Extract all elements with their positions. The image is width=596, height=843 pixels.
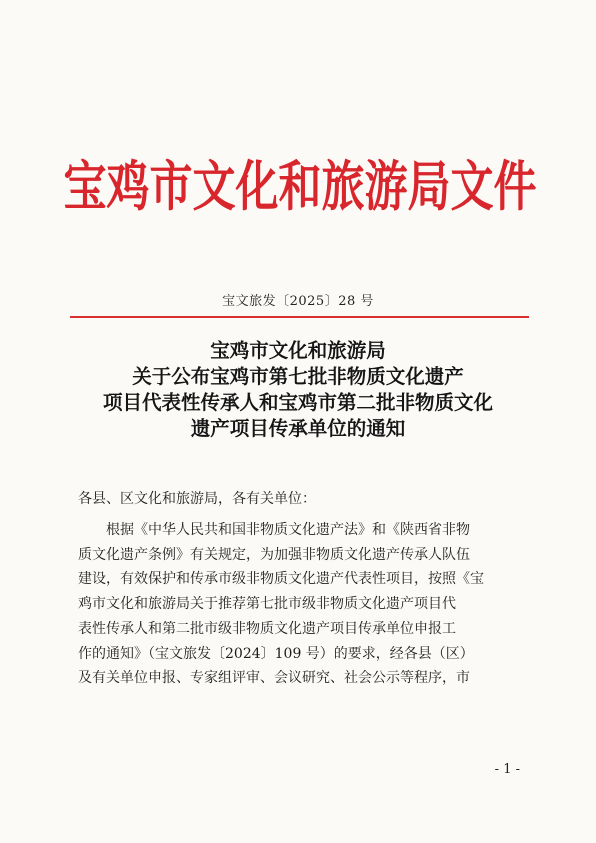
body-line: 建设，有效保护和传承市级非物质文化遗产代表性项目，按照《宝: [78, 571, 484, 588]
salutation: 各县、区文化和旅游局，各有关单位：: [78, 491, 316, 507]
red-divider-line: [70, 316, 529, 318]
page-number: - 1 -: [494, 762, 520, 777]
body-line: 根据《中华人民共和国非物质文化遗产法》和《陕西省非物: [106, 522, 470, 538]
document-masthead: 宝鸡市文化和旅游局文件: [63, 156, 537, 219]
title-line: 项目代表性传承人和宝鸡市第二批非物质文化: [102, 391, 493, 414]
body-line: 及有关单位申报、专家组评审、会议研究、社会公示等程序，市: [78, 670, 470, 687]
body-paragraph: [78, 518, 530, 691]
document-number: 宝文旅发〔2025〕28 号: [222, 294, 374, 309]
title-line: 遗产项目传承单位的通知: [190, 417, 406, 440]
body-line: 鸡市文化和旅游局关于推荐第七批市级非物质文化遗产项目代: [78, 596, 456, 613]
notice-title: [40, 338, 556, 442]
body-line: 质文化遗产条例》有关规定，为加强非物质文化遗产传承人队伍: [78, 546, 470, 563]
body-line: 作的通知》（宝文旅发〔2024〕109 号）的要求，经各县（区）: [78, 645, 474, 662]
body-line: 表性传承人和第二批市级非物质文化遗产项目传承单位申报工: [78, 620, 456, 637]
title-line: 宝鸡市文化和旅游局: [210, 339, 386, 362]
title-line: 关于公布宝鸡市第七批非物质文化遗产: [132, 365, 464, 388]
